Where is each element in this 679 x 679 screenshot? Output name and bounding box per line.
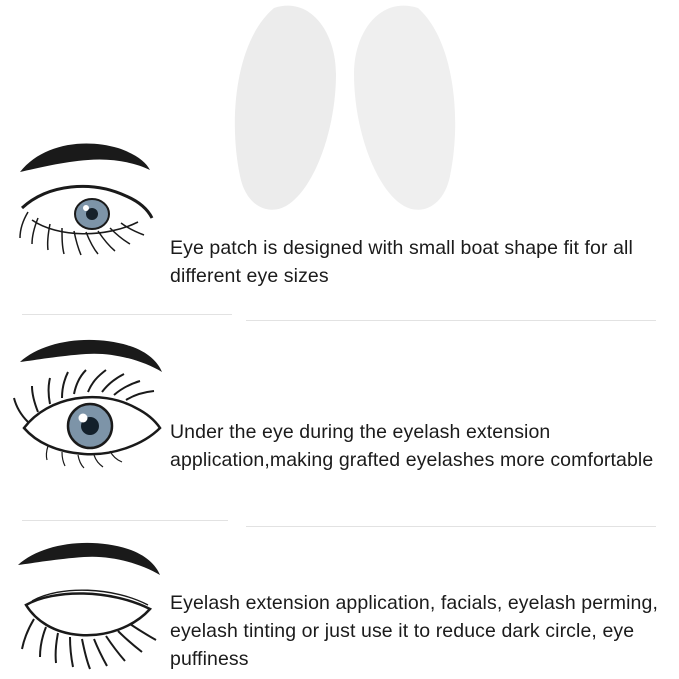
feature-1-text: Eye patch is designed with small boat shape fit for all different eye sizes: [170, 237, 633, 287]
eye-with-long-lashes-illustration: [14, 535, 174, 675]
feature-row-2: [0, 330, 679, 525]
open-eye-with-lashes-illustration: [14, 334, 174, 474]
closed-eye-with-eyebrow-illustration: [14, 134, 174, 274]
divider-right-1: [246, 320, 656, 321]
divider-left-1: [22, 314, 232, 315]
feature-row-1: [0, 128, 679, 318]
feature-row-3: [0, 533, 679, 679]
feature-2-text: Under the eye during the eyelash extension application,making grafted eyelashes more comfortable: [170, 421, 654, 471]
feature-3-text: Eyelash extension application, facials, eyelash perming, eyelash tinting or just use it to reduce dark circle, eye puffiness: [170, 592, 658, 670]
divider-left-2: [22, 520, 228, 521]
divider-right-2: [246, 526, 656, 527]
